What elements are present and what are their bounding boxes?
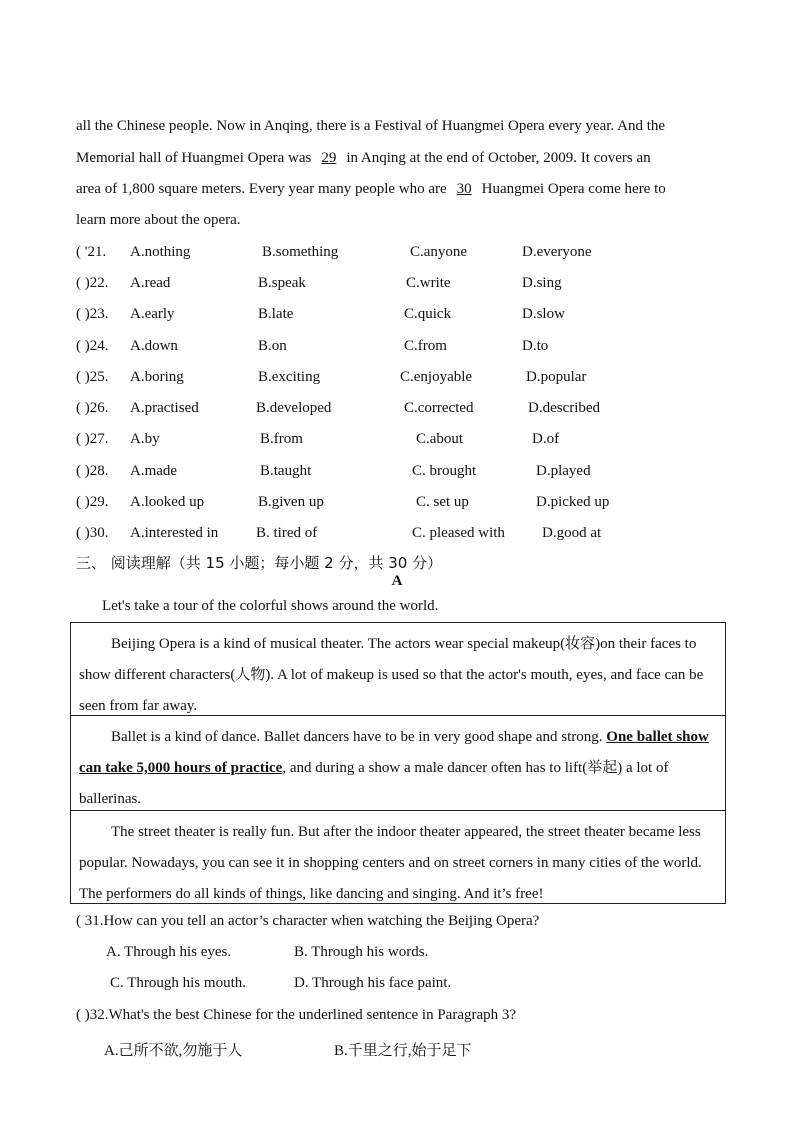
option-row-29 (76, 494, 696, 520)
intro-line-2-start: Memorial hall of Huangmei Opera was (76, 150, 312, 166)
option-row-28 (76, 463, 696, 489)
option-a[interactable]: A.early (130, 306, 175, 322)
option-b[interactable]: B.late (258, 306, 294, 322)
option-d[interactable]: D.of (532, 431, 560, 447)
option-a[interactable]: A.down (130, 338, 178, 354)
option-b[interactable]: B.given up (258, 494, 324, 510)
q32-option-a[interactable]: A.己所不欲,勿施于人 (104, 1043, 243, 1059)
option-c[interactable]: C.about (416, 431, 464, 447)
option-b[interactable]: B.something (262, 244, 339, 260)
option-b[interactable]: B.taught (260, 463, 312, 479)
option-d[interactable]: D.played (536, 463, 591, 479)
option-c[interactable]: C. brought (412, 463, 477, 479)
option-row-23 (76, 306, 696, 332)
question-number: ( )22. (76, 275, 109, 291)
option-a[interactable]: A.boring (130, 369, 184, 385)
intro-line-3-end: Huangmei Opera come here to (481, 181, 666, 197)
question-number: ( )23. (76, 306, 109, 322)
option-c[interactable]: C.corrected (404, 400, 474, 416)
paragraph-2-end: , and during a show a male dancer often has to lift(举起) a lot of ballerinas. (79, 760, 669, 807)
question-number: ( )30. (76, 525, 109, 541)
option-d[interactable]: D.good at (542, 525, 602, 541)
option-row-27 (76, 431, 696, 457)
option-b[interactable]: B. tired of (256, 525, 318, 541)
q31-option-d[interactable]: D. Through his face paint. (294, 975, 452, 991)
intro-line-3 (76, 181, 666, 198)
question-32: ( )32.What's the best Chinese for the underlined sentence in Paragraph 3? (76, 1007, 517, 1023)
option-row-26 (76, 400, 696, 426)
option-c[interactable]: C. set up (416, 494, 469, 510)
question-number: ( '21. (76, 244, 107, 260)
intro-line-2 (76, 150, 651, 167)
option-c[interactable]: C.enjoyable (400, 369, 473, 385)
option-d[interactable]: D.described (528, 400, 601, 416)
passage-box-beijing-opera (70, 622, 726, 716)
option-b[interactable]: B.from (260, 431, 303, 447)
passage-letter: A (391, 573, 403, 589)
option-b[interactable]: B.developed (256, 400, 332, 416)
passage-intro: Let's take a tour of the colorful shows around the world. (102, 598, 439, 614)
option-row-25 (76, 369, 696, 395)
option-d[interactable]: D.everyone (522, 244, 592, 260)
option-b[interactable]: B.exciting (258, 369, 321, 385)
option-a[interactable]: A.made (130, 463, 178, 479)
passage-box-street-theater (70, 810, 726, 904)
section-heading: 三、 阅读理解（共 15 小题；每小题 2 分，共 30 分） (76, 554, 443, 572)
option-a[interactable]: A.by (130, 431, 160, 447)
question-number: ( )29. (76, 494, 109, 510)
passage-paragraph-3: The street theater is really fun. But after the indoor theater appeared, the street theater became less popular. Nowadays, you can see it in shopping centers and on street corners in many cities of the world. The performers do all kinds of things, like dancing and singing. And it’s free! (79, 824, 702, 902)
q31-option-b[interactable]: B. Through his words. (294, 944, 429, 960)
option-c[interactable]: C.anyone (410, 244, 468, 260)
option-d[interactable]: D.popular (526, 369, 587, 385)
option-a[interactable]: A.nothing (130, 244, 191, 260)
intro-line-1: all the Chinese people. Now in Anqing, there is a Festival of Huangmei Opera every year. And the (76, 118, 666, 134)
question-31: ( 31.How can you tell an actor’s character when watching the Beijing Opera? (76, 913, 540, 929)
option-c[interactable]: C.write (406, 275, 451, 291)
option-c[interactable]: C. pleased with (412, 525, 505, 541)
option-row-22 (76, 275, 696, 301)
passage-box-ballet (70, 715, 726, 811)
paragraph-2-start: Ballet is a kind of dance. Ballet dancers have to be in very good shape and strong. (111, 729, 607, 745)
q31-option-a[interactable]: A. Through his eyes. (106, 944, 232, 960)
option-a[interactable]: A.read (130, 275, 171, 291)
passage-paragraph-1: Beijing Opera is a kind of musical theater. The actors wear special makeup(妆容)on their faces to show different characters(人物). A lot of makeup is used so that the actor's mouth, eyes, and face can be seen from far away. (79, 636, 704, 714)
q32-option-b[interactable]: B.千里之行,始于足下 (334, 1043, 472, 1059)
passage-paragraph-2 (71, 716, 725, 815)
option-b[interactable]: B.on (258, 338, 287, 354)
blank-29: 29 (321, 150, 337, 166)
option-row-30 (76, 525, 696, 551)
option-row-21 (76, 244, 696, 270)
option-d[interactable]: D.picked up (536, 494, 610, 510)
underlined-sentence: One ballet show can take 5,000 hours of practice (79, 729, 709, 776)
intro-line-3-start: area of 1,800 square meters. Every year many people who are (76, 181, 447, 197)
option-d[interactable]: D.to (522, 338, 549, 354)
option-a[interactable]: A.practised (130, 400, 199, 416)
option-d[interactable]: D.sing (522, 275, 562, 291)
intro-line-2-end: in Anqing at the end of October, 2009. It covers an (346, 150, 651, 166)
option-a[interactable]: A.interested in (130, 525, 219, 541)
blank-30: 30 (456, 181, 472, 197)
question-number: ( )26. (76, 400, 109, 416)
option-b[interactable]: B.speak (258, 275, 306, 291)
question-number: ( )24. (76, 338, 109, 354)
option-row-24 (76, 338, 696, 364)
option-d[interactable]: D.slow (522, 306, 565, 322)
intro-line-4: learn more about the opera. (76, 212, 241, 228)
question-number: ( )25. (76, 369, 109, 385)
option-a[interactable]: A.looked up (130, 494, 205, 510)
q31-option-c[interactable]: C. Through his mouth. (110, 975, 246, 991)
question-number: ( )28. (76, 463, 109, 479)
option-c[interactable]: C.quick (404, 306, 452, 322)
question-number: ( )27. (76, 431, 109, 447)
option-c[interactable]: C.from (404, 338, 447, 354)
